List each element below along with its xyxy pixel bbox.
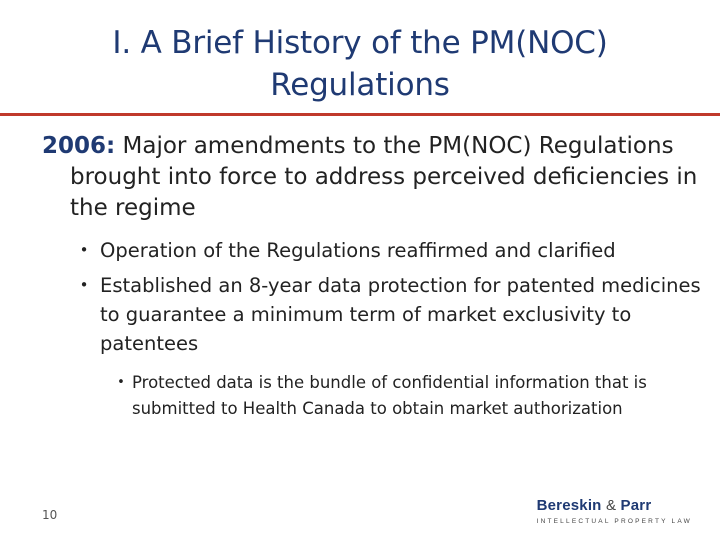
- bullet-icon: •: [79, 276, 89, 294]
- slide-title-line-1: I. A Brief History of the PM(NOC): [112, 25, 608, 61]
- sub-point-list: [42, 236, 702, 358]
- logo-name-part-2: Parr: [620, 497, 652, 514]
- main-point-year: 2006:: [42, 133, 116, 159]
- slide-body: [42, 131, 702, 422]
- slide-title-line-2: Regulations: [270, 67, 450, 103]
- title-divider: [0, 113, 720, 116]
- sub-point-text: Operation of the Regulations reaffirmed and clarified: [100, 239, 616, 262]
- main-point-text: Major amendments to the PM(NOC) Regulations brought into force to address perceived deficiencies in the regime: [70, 133, 698, 221]
- sub-point-text: Established an 8-year data protection for patented medicines to guarantee a minimum term of market exclusivity to patentees: [100, 274, 701, 355]
- logo-name-part-1: Bereskin: [536, 497, 602, 514]
- sub-point: [76, 271, 702, 358]
- sub-sub-point: [116, 370, 672, 422]
- logo-name: [537, 497, 692, 515]
- bullet-icon: •: [79, 241, 89, 259]
- sub-sub-point-text: Protected data is the bundle of confidential information that is submitted to Health Canada to obtain market authorization: [132, 373, 647, 418]
- bullet-icon: •: [117, 375, 125, 390]
- company-logo: [537, 497, 692, 526]
- page-number: 10: [42, 508, 58, 522]
- logo-ampersand: &: [605, 497, 617, 514]
- main-point: [42, 131, 702, 224]
- logo-tagline: INTELLECTUAL PROPERTY LAW: [536, 518, 692, 525]
- sub-point: [76, 236, 702, 265]
- sub-sub-point-list: [42, 370, 702, 422]
- slide-title: [0, 22, 720, 106]
